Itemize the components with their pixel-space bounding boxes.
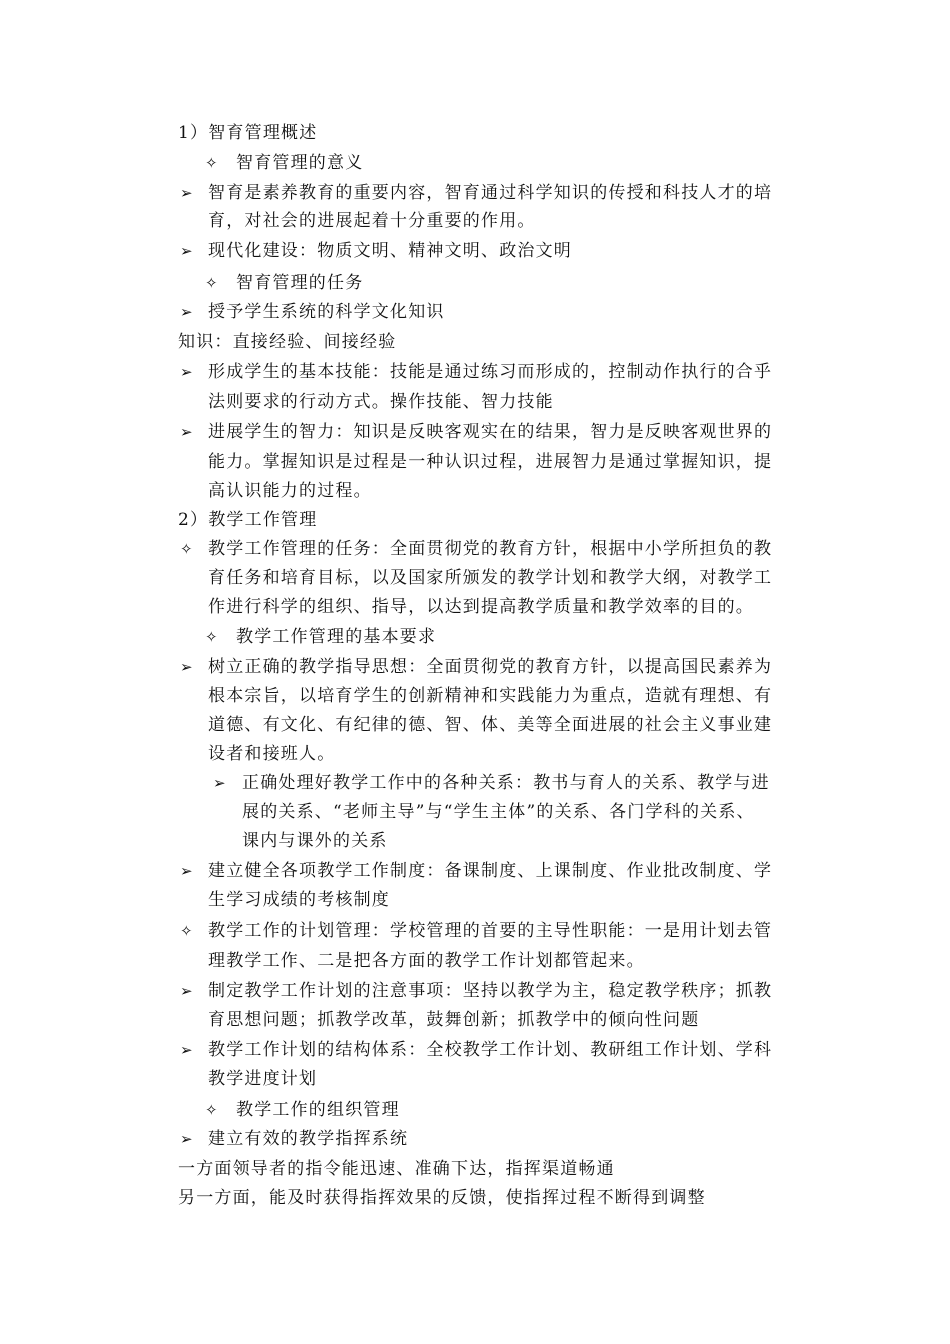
text-line: 智育是素养教育的重要内容，智育通过科学知识的传授和科技人才的培 bbox=[208, 183, 773, 203]
arrow-bullet-icon: ➢ bbox=[180, 862, 193, 880]
text-line: 育，对社会的进展起着十分重要的作用。 bbox=[208, 211, 536, 231]
text-line: 知识：直接经验、间接经验 bbox=[178, 332, 397, 352]
arrow-bullet-icon: ➢ bbox=[180, 184, 193, 202]
arrow-bullet-icon: ➢ bbox=[180, 1041, 193, 1059]
text-line: 设者和接班人。 bbox=[208, 744, 336, 764]
subheading-intellectual-tasks: 智育管理的任务 bbox=[236, 273, 364, 293]
text-line: 法则要求的行动方式。操作技能、智力技能 bbox=[208, 392, 554, 412]
text-line: 理教学工作、二是把各方面的教学工作计划都管起来。 bbox=[208, 951, 645, 971]
section-heading-1: 1）智育管理概述 bbox=[178, 123, 318, 143]
arrow-bullet-icon: ➢ bbox=[180, 363, 193, 381]
diamond-bullet-icon: ✧ bbox=[205, 274, 218, 292]
arrow-bullet-icon: ➢ bbox=[180, 658, 193, 676]
text-line: 高认识能力的过程。 bbox=[208, 481, 372, 501]
diamond-bullet-icon: ✧ bbox=[205, 1101, 218, 1119]
text-line: 课内与课外的关系 bbox=[242, 831, 388, 851]
subheading-teaching-organization: 教学工作的组织管理 bbox=[236, 1100, 400, 1120]
text-line: 展的关系、“老师主导”与“学生主体”的关系、各门学科的关系、 bbox=[242, 802, 755, 822]
text-line: 根本宗旨，以培育学生的创新精神和实践能力为重点，造就有理想、有 bbox=[208, 686, 773, 706]
text-line: 能力。掌握知识是过程是一种认识过程，进展智力是通过掌握知识，提 bbox=[208, 452, 773, 472]
text-line: 建立有效的教学指挥系统 bbox=[208, 1129, 409, 1149]
text-line: 作进行科学的组织、指导，以达到提高教学质量和教学效率的目的。 bbox=[208, 597, 754, 617]
text-line: 正确处理好教学工作中的各种关系：教书与育人的关系、教学与进 bbox=[242, 773, 770, 793]
text-line: 育思想问题；抓教学改革，鼓舞创新；抓教学中的倾向性问题 bbox=[208, 1010, 700, 1030]
text-line: 形成学生的基本技能：技能是通过练习而形成的，控制动作执行的合乎 bbox=[208, 362, 773, 382]
text-line: 生学习成绩的考核制度 bbox=[208, 890, 390, 910]
text-line: 现代化建设：物质文明、精神文明、政治文明 bbox=[208, 241, 572, 261]
subheading-intellectual-meaning: 智育管理的意义 bbox=[236, 153, 364, 173]
diamond-bullet-icon: ✧ bbox=[180, 540, 193, 558]
subheading-teaching-requirements: 教学工作管理的基本要求 bbox=[236, 627, 437, 647]
text-line: 授予学生系统的科学文化知识 bbox=[208, 302, 445, 322]
text-line: 树立正确的教学指导思想：全面贯彻党的教育方针，以提高国民素养为 bbox=[208, 657, 773, 677]
text-line: 教学工作管理的任务：全面贯彻党的教育方针，根据中小学所担负的教 bbox=[208, 539, 773, 559]
text-line: 另一方面，能及时获得指挥效果的反馈，使指挥过程不断得到调整 bbox=[178, 1188, 706, 1208]
arrow-bullet-icon: ➢ bbox=[213, 774, 226, 792]
text-line: 制定教学工作计划的注意事项：坚持以教学为主，稳定教学秩序；抓教 bbox=[208, 981, 773, 1001]
text-line: 教学工作的计划管理：学校管理的首要的主导性职能：一是用计划去管 bbox=[208, 921, 773, 941]
arrow-bullet-icon: ➢ bbox=[180, 303, 193, 321]
arrow-bullet-icon: ➢ bbox=[180, 1130, 193, 1148]
arrow-bullet-icon: ➢ bbox=[180, 423, 193, 441]
text-line: 道德、有文化、有纪律的德、智、体、美等全面进展的社会主义事业建 bbox=[208, 715, 773, 735]
diamond-bullet-icon: ✧ bbox=[205, 154, 218, 172]
text-line: 进展学生的智力：知识是反映客观实在的结果，智力是反映客观世界的 bbox=[208, 422, 773, 442]
text-line: 育任务和培育目标，以及国家所颁发的教学计划和教学大纲，对教学工 bbox=[208, 568, 773, 588]
diamond-bullet-icon: ✧ bbox=[180, 922, 193, 940]
diamond-bullet-icon: ✧ bbox=[205, 628, 218, 646]
text-line: 教学工作计划的结构体系：全校教学工作计划、教研组工作计划、学科 bbox=[208, 1040, 773, 1060]
text-line: 建立健全各项教学工作制度：备课制度、上课制度、作业批改制度、学 bbox=[208, 861, 773, 881]
section-heading-2: 2）教学工作管理 bbox=[178, 510, 318, 530]
arrow-bullet-icon: ➢ bbox=[180, 982, 193, 1000]
arrow-bullet-icon: ➢ bbox=[180, 242, 193, 260]
text-line: 教学进度计划 bbox=[208, 1069, 318, 1089]
text-line: 一方面领导者的指令能迅速、准确下达，指挥渠道畅通 bbox=[178, 1159, 615, 1179]
